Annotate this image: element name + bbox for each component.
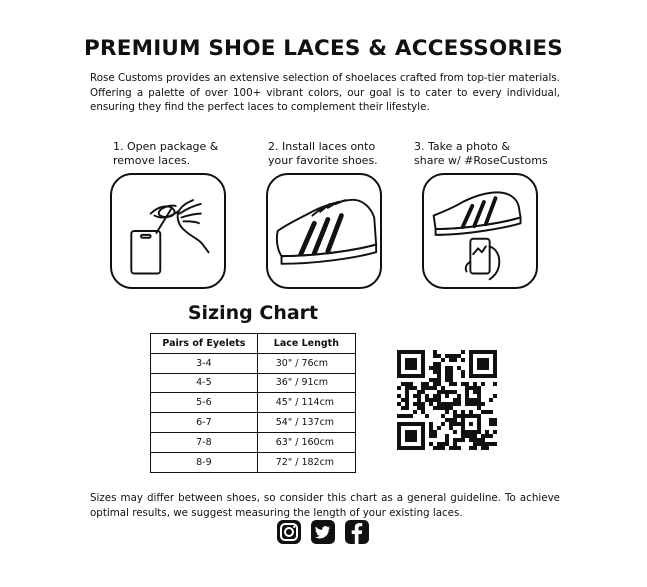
table-row — [151, 373, 356, 393]
table-header-row — [151, 334, 356, 354]
table-row — [151, 432, 356, 452]
eyelets-cell: 6-7 — [151, 413, 258, 433]
instagram-icon — [276, 519, 302, 545]
hand-pulling-laces-icon — [112, 175, 224, 287]
table-row — [151, 413, 356, 433]
length-cell: 72" / 182cm — [257, 452, 355, 472]
eyelets-cell: 7-8 — [151, 432, 258, 452]
step-1-caption: 1. Open package & remove laces. — [113, 140, 219, 167]
twitter-icon — [310, 519, 336, 545]
intro-paragraph: Rose Customs provides an extensive selection of shoelaces crafted from top-tier materials. Offering a palette of over 100+ vibrant colors, our goal is to cater to every individual, ensuring they find the perfect laces to complement their lifestyle. — [90, 72, 560, 113]
qr-code-icon — [397, 350, 497, 450]
facebook-link[interactable] — [344, 519, 370, 545]
step-2-caption: 2. Install laces onto your favorite shoes. — [268, 140, 378, 167]
phone-photo-icon — [424, 175, 536, 287]
length-cell: 45" / 114cm — [257, 393, 355, 413]
table-row — [151, 393, 356, 413]
step-3-illustration — [422, 173, 538, 289]
table-row — [151, 353, 356, 373]
twitter-link[interactable] — [310, 519, 336, 545]
length-cell: 36" / 91cm — [257, 373, 355, 393]
column-header-length: Lace Length — [257, 334, 355, 354]
qr-code[interactable] — [397, 350, 497, 450]
column-header-eyelets: Pairs of Eyelets — [151, 334, 258, 354]
page-title: PREMIUM SHOE LACES & ACCESSORIES — [84, 36, 563, 61]
length-cell: 63" / 160cm — [257, 432, 355, 452]
sizing-chart-title: Sizing Chart — [187, 302, 319, 324]
sizing-table — [150, 333, 356, 473]
step-3-caption: 3. Take a photo & share w/ #RoseCustoms — [414, 140, 548, 167]
sneaker-icon — [268, 175, 380, 287]
eyelets-cell: 3-4 — [151, 353, 258, 373]
instagram-link[interactable] — [276, 519, 302, 545]
facebook-icon — [344, 519, 370, 545]
table-row — [151, 452, 356, 472]
length-cell: 54" / 137cm — [257, 413, 355, 433]
eyelets-cell: 8-9 — [151, 452, 258, 472]
step-2-illustration — [266, 173, 382, 289]
length-cell: 30" / 76cm — [257, 353, 355, 373]
eyelets-cell: 5-6 — [151, 393, 258, 413]
step-1-illustration — [110, 173, 226, 289]
eyelets-cell: 4-5 — [151, 373, 258, 393]
sizing-note: Sizes may differ between shoes, so consider this chart as a general guideline. To achieve optimal results, we suggest measuring the length of your existing laces. — [90, 492, 560, 519]
